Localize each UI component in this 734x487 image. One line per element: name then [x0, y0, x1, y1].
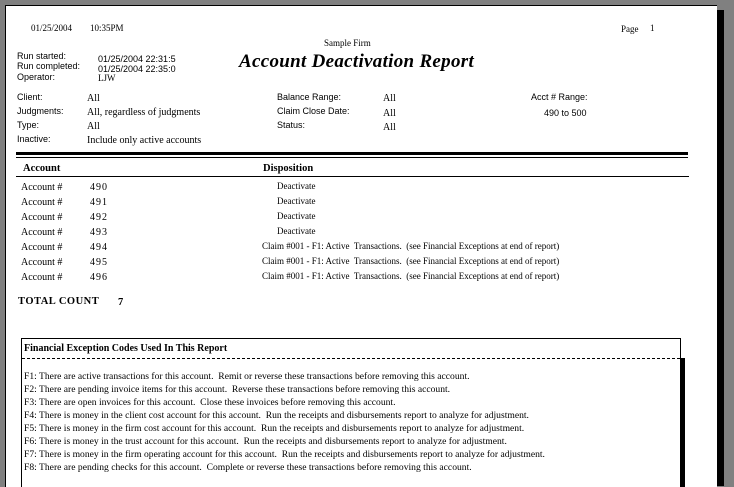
row-account-number: 494: [90, 242, 108, 253]
run-completed-label: Run completed:: [17, 61, 81, 71]
row-account-number: 492: [90, 212, 108, 223]
row-disposition: Deactivate: [277, 211, 316, 221]
exceptions-dashed-separator: [22, 358, 680, 359]
row-prefix: Account #: [21, 197, 63, 208]
status-label: Status:: [277, 120, 306, 130]
row-disposition: Claim #001 - F1: Active Transactions. (see Financial Exceptions at end of report): [262, 241, 560, 251]
acct-range-value: 490 to 500: [544, 108, 587, 118]
balance-range-label: Balance Range:: [277, 92, 342, 102]
exception-item: F3: There are open invoices for this account. Close these invoices before removing this account.: [24, 397, 396, 408]
row-disposition: Claim #001 - F1: Active Transactions. (see Financial Exceptions at end of report): [262, 271, 560, 281]
claim-close-date-value: All: [383, 108, 396, 119]
operator-value: LJW: [98, 73, 116, 83]
row-disposition: Claim #001 - F1: Active Transactions. (see Financial Exceptions at end of report): [262, 256, 560, 266]
operator-label: Operator:: [17, 72, 56, 82]
row-account-number: 490: [90, 182, 108, 193]
row-account-number: 496: [90, 272, 108, 283]
separator-thick: [16, 152, 688, 155]
firm-name: Sample Firm: [324, 38, 371, 48]
exceptions-box: [21, 338, 681, 487]
acct-range-label: Acct # Range:: [531, 92, 588, 102]
exception-item: F2: There are pending invoice items for this account. Reverse these transactions before removing this account.: [24, 384, 451, 395]
client-label: Client:: [17, 92, 43, 102]
inactive-value: Include only active accounts: [87, 135, 202, 146]
exception-item: F5: There is money in the firm cost account for this account. Run the receipts and disbursements report to analyze for adjustment.: [24, 423, 525, 434]
run-started-label: Run started:: [17, 51, 67, 61]
row-disposition: Deactivate: [277, 181, 316, 191]
report-page: [5, 5, 717, 487]
row-account-number: 493: [90, 227, 108, 238]
page-shadow: [717, 10, 724, 486]
status-value: All: [383, 122, 396, 133]
column-header-account: Account: [23, 163, 61, 174]
page-label: Page: [621, 24, 639, 34]
row-prefix: Account #: [21, 257, 63, 268]
header-underline: [16, 176, 689, 177]
type-label: Type:: [17, 120, 40, 130]
total-count-label: TOTAL COUNT: [18, 296, 100, 307]
row-disposition: Deactivate: [277, 196, 316, 206]
run-started-value: 01/25/2004 22:31:5: [98, 54, 176, 64]
page-number: 1: [650, 23, 655, 33]
exception-item: F8: There are pending checks for this account. Complete or reverse these transactions before removing this account.: [24, 462, 472, 473]
type-value: All: [87, 121, 100, 132]
row-account-number: 491: [90, 197, 108, 208]
judgments-label: Judgments:: [17, 106, 64, 116]
balance-range-value: All: [383, 93, 396, 104]
run-completed-value: 01/25/2004 22:35:0: [98, 64, 176, 74]
column-header-disposition: Disposition: [263, 163, 314, 174]
row-prefix: Account #: [21, 272, 63, 283]
row-prefix: Account #: [21, 182, 63, 193]
exception-item: F7: There is money in the firm operating account for this account. Run the receipts and disbursements report to analyze for adjustment.: [24, 449, 545, 460]
print-time: 10:35PM: [90, 23, 124, 33]
client-value: All: [87, 93, 100, 104]
exception-item: F6: There is money in the trust account for this account. Run the receipts and disbursements report to analyze for adjustment.: [24, 436, 507, 447]
exceptions-title: Financial Exception Codes Used In This Report: [24, 343, 228, 354]
judgments-value: All, regardless of judgments: [87, 107, 201, 118]
claim-close-date-label: Claim Close Date:: [277, 106, 350, 116]
exception-item: F1: There are active transactions for this account. Remit or reverse these transactions before removing this account.: [24, 371, 470, 382]
total-count-value: 7: [118, 297, 124, 308]
row-prefix: Account #: [21, 212, 63, 223]
report-title: Account Deactivation Report: [239, 51, 475, 72]
inactive-label: Inactive:: [17, 134, 51, 144]
row-account-number: 495: [90, 257, 108, 268]
exception-item: F4: There is money in the client cost account for this account. Run the receipts and disbursements report to analyze for adjustment.: [24, 410, 529, 421]
print-date: 01/25/2004: [31, 23, 73, 33]
row-prefix: Account #: [21, 242, 63, 253]
row-disposition: Deactivate: [277, 226, 316, 236]
row-prefix: Account #: [21, 227, 63, 238]
separator-thin: [16, 157, 688, 158]
